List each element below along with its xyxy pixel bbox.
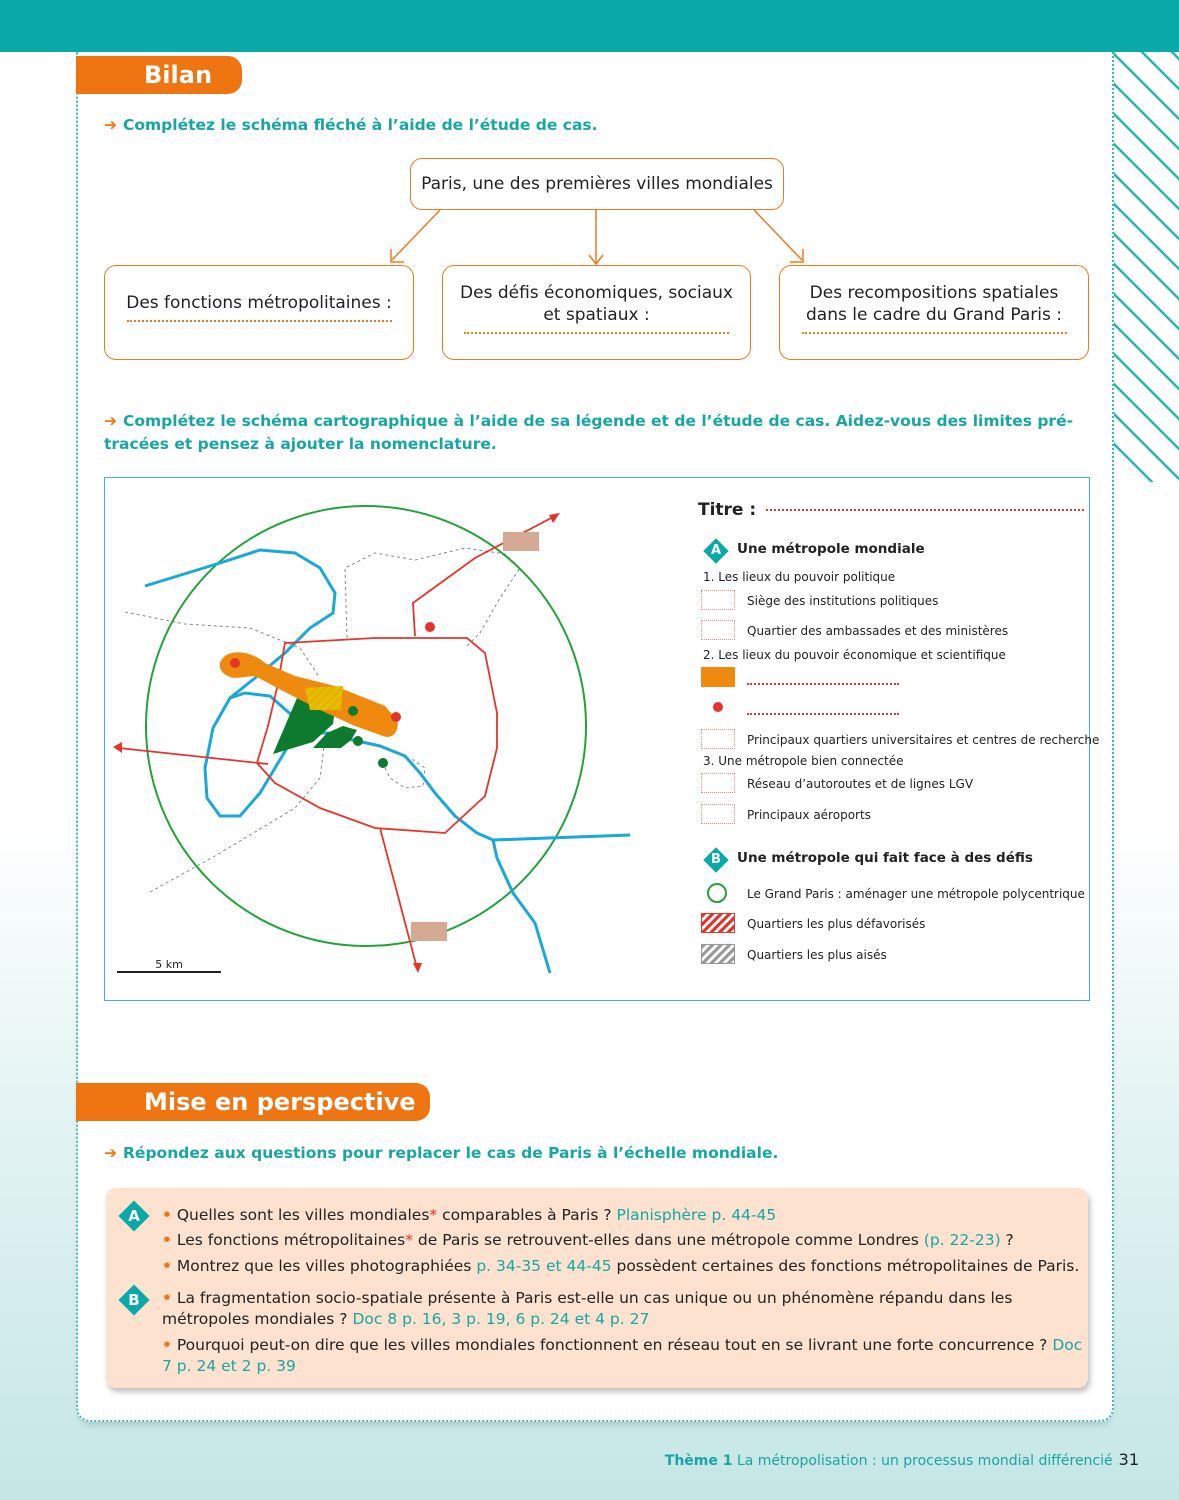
- seine-river-main: [145, 550, 550, 973]
- legend-swatch-aeroports[interactable]: [701, 804, 735, 824]
- red-dot: [230, 658, 240, 668]
- footer-theme: Thème 1: [664, 1453, 733, 1469]
- legend-hatch-grey: [701, 944, 735, 964]
- legend-swatch-sieges[interactable]: [701, 590, 735, 610]
- diagram-top-text: Paris, une des premières villes mondiales: [421, 174, 773, 194]
- instruction-1: [104, 114, 598, 137]
- questions-box: [106, 1188, 1088, 1388]
- arrowhead-south: [413, 963, 422, 973]
- green-dot: [378, 758, 388, 768]
- question-1: • Quelles sont les villes mondiales* comparables à Paris ? Planisphère p. 44-45: [162, 1206, 777, 1224]
- legend-item-universites: Principaux quartiers universitaires et centres de recherche: [747, 733, 1100, 747]
- section-title-bilan: Bilan: [76, 56, 242, 94]
- legend-item-ambassades: Quartier des ambassades et des ministères: [747, 624, 1009, 638]
- arrow-right-icon: ➔: [104, 412, 117, 430]
- diagram-arrows: [380, 205, 820, 270]
- legend-item-defavorises: Quartiers les plus défavorisés: [747, 917, 926, 931]
- legend-item-aises: Quartiers les plus aisés: [747, 948, 887, 962]
- question-marker-b: B: [119, 1285, 149, 1315]
- legend-item-sieges: Siège des institutions politiques: [747, 594, 939, 608]
- decorative-stripes: [1112, 52, 1179, 482]
- scale-label: 5 km: [155, 958, 183, 971]
- diagram-left-text: Des fonctions métropolitaines :: [126, 293, 392, 313]
- green-dot: [353, 736, 363, 746]
- instruction-2: [104, 410, 1084, 456]
- airport-marker-north: [503, 532, 539, 551]
- question-4: • La fragmentation socio-spatiale présente à Paris est-elle un cas unique ou un phénomène répandu dans les métropoles mondiales ? Doc 8 p. 16, 3 p. 19, 6 p. 24 et 4 p. 27: [162, 1289, 1013, 1328]
- red-dot: [391, 712, 401, 722]
- paris-sketch-map: [105, 478, 685, 998]
- diagram-middle-text: Des défis économiques, sociaux et spatiaux :: [460, 283, 733, 325]
- legend-section-b: Une métropole qui fait face à des défis: [737, 850, 1033, 866]
- arrowhead-west: [113, 742, 122, 753]
- page-reference-link[interactable]: (p. 22-23): [923, 1231, 1001, 1249]
- diagram-right-box: [779, 265, 1089, 360]
- question-marker-a: A: [119, 1201, 149, 1231]
- footer-title: La métropolisation : un processus mondial différencié: [732, 1453, 1113, 1469]
- legend-swatch-ambassades[interactable]: [701, 620, 735, 640]
- question-5: • Pourquoi peut-on dire que les villes mondiales fonctionnent en réseau tout en se livrant une forte concurrence ? Doc 7 p. 24 et 2 p. 39: [162, 1336, 1083, 1375]
- instruction-3: [104, 1142, 778, 1165]
- legend-marker-b: B: [703, 847, 729, 873]
- arrow-right-icon: ➔: [104, 116, 117, 134]
- red-dot: [425, 622, 435, 632]
- legend-red-dot: [713, 702, 723, 712]
- arrow-right-line: [754, 210, 802, 260]
- answer-dotted-line[interactable]: [127, 320, 392, 322]
- instruction-1-text: Complétez le schéma fléché à l’aide de l’étude de cas.: [123, 116, 598, 134]
- highway-arrow-west: [119, 748, 268, 764]
- section-title-mise: Mise en perspective: [76, 1083, 430, 1121]
- legend-sub-2: 2. Les lieux du pouvoir économique et scientifique: [703, 648, 1006, 662]
- answer-dotted-line[interactable]: [464, 332, 729, 334]
- legend-hatch-red: [701, 913, 735, 933]
- legend-answer-line-dot[interactable]: [747, 713, 899, 715]
- page-reference-link[interactable]: Doc 8 p. 16, 3 p. 19, 6 p. 24 et 4 p. 27: [352, 1310, 650, 1328]
- top-banner: [0, 0, 1179, 52]
- legend-answer-line-orange[interactable]: [747, 683, 899, 685]
- legend-item-autoroutes: Réseau d’autoroutes et de lignes LGV: [747, 777, 974, 791]
- legend-title-text: Titre :: [698, 500, 757, 520]
- legend-item-aeroports: Principaux aéroports: [747, 808, 871, 822]
- page-footer: [665, 1450, 1139, 1469]
- green-dot: [348, 706, 358, 716]
- page-number: 31: [1118, 1450, 1139, 1469]
- title-answer-line[interactable]: [766, 509, 1084, 511]
- diagram-middle-box: [442, 265, 751, 360]
- legend-marker-a: A: [703, 538, 729, 564]
- diagram-top-box: [410, 158, 784, 210]
- question-2: • Les fonctions métropolitaines* de Paris se retrouvent-elles dans une métropole comme Londres (p. 22-23) ?: [162, 1231, 1014, 1249]
- page-reference-link[interactable]: p. 34-35 et 44-45: [476, 1257, 612, 1275]
- airport-marker-south: [411, 922, 447, 941]
- dotted-boundary-north: [345, 548, 520, 648]
- page-reference-link[interactable]: Planisphère p. 44-45: [616, 1206, 777, 1224]
- arrow-left-line: [392, 210, 440, 260]
- diagram-left-box: [104, 265, 414, 360]
- legend-sub-1: 1. Les lieux du pouvoir politique: [703, 570, 896, 584]
- legend-item-grandparis: Le Grand Paris : aménager une métropole polycentrique: [747, 887, 1085, 901]
- legend-swatch-autoroutes[interactable]: [701, 773, 735, 793]
- page-reference-link[interactable]: Doc 7 p. 24 et 2 p. 39: [162, 1336, 1083, 1375]
- arrow-right-icon: ➔: [104, 1144, 117, 1162]
- instruction-2-text: Complétez le schéma cartographique à l’aide de sa légende et de l’étude de cas. Aidez-vous des limites pré-tracées et pensez à ajouter la nomenclature.: [104, 412, 1074, 453]
- legend-swatch-universites[interactable]: [701, 729, 735, 749]
- answer-dotted-line[interactable]: [802, 332, 1067, 334]
- diagram-right-text: Des recompositions spatiales dans le cadre du Grand Paris :: [806, 283, 1062, 325]
- instruction-3-text: Répondez aux questions pour replacer le cas de Paris à l’échelle mondiale.: [123, 1144, 779, 1162]
- legend-swatch-orange: [701, 667, 735, 687]
- marne-river: [493, 835, 630, 840]
- arrowhead-north: [549, 513, 560, 523]
- question-3: • Montrez que les villes photographiées p. 34-35 et 44-45 possèdent certaines des fonctions métropolitaines de Paris.: [162, 1257, 1080, 1275]
- legend-sub-3: 3. Une métropole bien connectée: [703, 754, 904, 768]
- legend-section-a: Une métropole mondiale: [737, 541, 925, 557]
- legend-grand-paris-circle: [707, 883, 727, 903]
- highway-arrow-south: [380, 828, 417, 968]
- legend-title: [698, 500, 1084, 520]
- hatched-zone: [305, 686, 343, 710]
